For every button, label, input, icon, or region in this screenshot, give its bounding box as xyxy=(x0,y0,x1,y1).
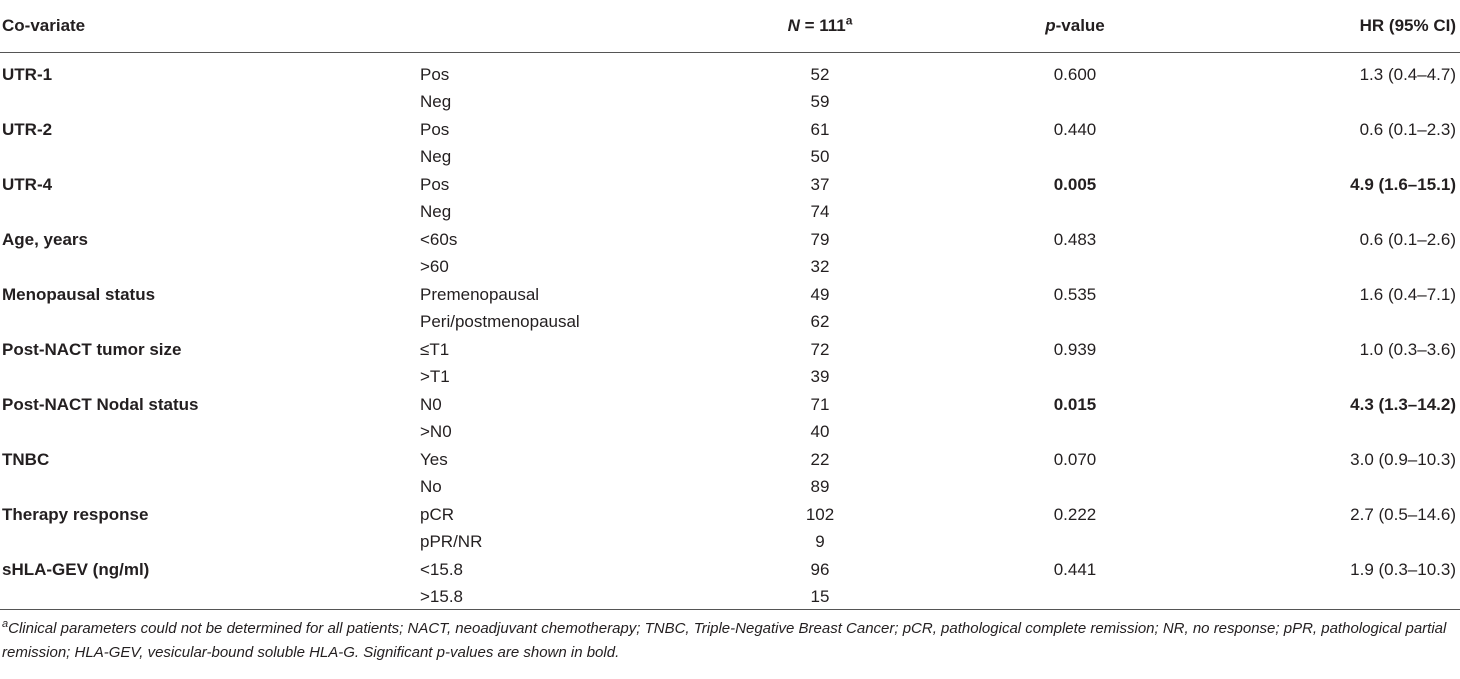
level-cell: >60 xyxy=(420,257,449,277)
hr-cell xyxy=(1190,199,1460,227)
header-row xyxy=(0,0,1460,53)
n-cell: 62 xyxy=(810,312,830,332)
n-cell: 102 xyxy=(805,504,835,524)
covariate-cell xyxy=(0,419,420,447)
hr-cell: 2.7 (0.5–14.6) xyxy=(1350,504,1456,524)
table-row xyxy=(0,53,1460,89)
header-covariate: Co-variate xyxy=(0,0,420,53)
n-cell: 89 xyxy=(810,477,830,497)
p-value-cell: 0.070 xyxy=(1053,449,1097,469)
covariate-cell: UTR-2 xyxy=(2,119,53,139)
table-row xyxy=(0,446,1460,474)
header-hr: HR (95% CI) xyxy=(1190,0,1460,53)
n-cell: 96 xyxy=(810,559,830,579)
hr-cell xyxy=(1190,89,1460,117)
level-cell: Yes xyxy=(420,449,448,469)
hr-cell xyxy=(1190,529,1460,557)
hr-cell xyxy=(1190,419,1460,447)
header-n-value: = 111 xyxy=(799,16,846,35)
hr-cell xyxy=(1190,474,1460,502)
n-cell: 39 xyxy=(810,367,830,387)
level-cell: >15.8 xyxy=(420,587,464,607)
n-cell: 49 xyxy=(810,284,830,304)
hr-cell: 1.0 (0.3–3.6) xyxy=(1359,339,1456,359)
table-row xyxy=(0,281,1460,309)
n-cell: 71 xyxy=(810,394,830,414)
header-n-footnote-mark: a xyxy=(845,13,853,28)
covariate-cell xyxy=(0,474,420,502)
hr-cell: 4.3 (1.3–14.2) xyxy=(1350,394,1456,414)
covariate-cell: Post-NACT Nodal status xyxy=(2,394,199,414)
hr-cell xyxy=(1190,309,1460,337)
level-cell: Pos xyxy=(420,64,450,84)
table-row xyxy=(0,309,1460,337)
level-cell: Peri/postmenopausal xyxy=(420,312,580,332)
table-row xyxy=(0,89,1460,117)
table-row xyxy=(0,501,1460,529)
n-cell: 59 xyxy=(810,92,830,112)
covariate-cell: Menopausal status xyxy=(2,284,156,304)
table-row xyxy=(0,116,1460,144)
covariate-cell: UTR-1 xyxy=(2,64,53,84)
level-cell: Premenopausal xyxy=(420,284,540,304)
level-cell: <15.8 xyxy=(420,559,464,579)
p-value-cell xyxy=(960,199,1190,227)
covariate-cell: Therapy response xyxy=(2,504,149,524)
footnote-mark: a xyxy=(2,618,9,630)
hr-cell: 1.6 (0.4–7.1) xyxy=(1359,284,1456,304)
table-row xyxy=(0,144,1460,172)
header-p-suffix: -value xyxy=(1055,16,1105,35)
p-value-cell: 0.600 xyxy=(1053,64,1097,84)
covariate-cell: UTR-4 xyxy=(2,174,53,194)
hr-cell xyxy=(1190,364,1460,392)
covariate-cell xyxy=(0,89,420,117)
hr-cell: 1.9 (0.3–10.3) xyxy=(1350,559,1456,579)
n-cell: 22 xyxy=(810,449,830,469)
p-value-cell xyxy=(960,364,1190,392)
p-value-cell xyxy=(960,254,1190,282)
n-cell: 74 xyxy=(810,202,830,222)
table-row xyxy=(0,336,1460,364)
level-cell: pCR xyxy=(420,504,455,524)
table-header xyxy=(0,0,1460,53)
header-level xyxy=(420,0,680,53)
covariate-cell: Post-NACT tumor size xyxy=(2,339,182,359)
covariate-cell xyxy=(0,309,420,337)
hr-cell xyxy=(1190,144,1460,172)
hr-cell xyxy=(1190,584,1460,612)
p-value-cell xyxy=(960,144,1190,172)
p-value-cell: 0.441 xyxy=(1053,559,1097,579)
table-row xyxy=(0,419,1460,447)
table-row xyxy=(0,474,1460,502)
table-row xyxy=(0,254,1460,282)
header-n xyxy=(680,0,960,53)
level-cell: pPR/NR xyxy=(420,532,483,552)
table-row xyxy=(0,391,1460,419)
covariate-cell xyxy=(0,364,420,392)
covariate-cell xyxy=(0,584,420,612)
hr-cell: 4.9 (1.6–15.1) xyxy=(1350,174,1456,194)
header-p-value xyxy=(960,0,1190,53)
table-row xyxy=(0,364,1460,392)
table-footnote xyxy=(2,617,1452,665)
covariate-cell: TNBC xyxy=(2,449,50,469)
table-row xyxy=(0,171,1460,199)
level-cell: N0 xyxy=(420,394,442,414)
hr-cell: 3.0 (0.9–10.3) xyxy=(1350,449,1456,469)
level-cell: Neg xyxy=(420,202,452,222)
p-value-cell xyxy=(960,529,1190,557)
level-cell: Pos xyxy=(420,119,450,139)
hr-cell: 0.6 (0.1–2.3) xyxy=(1359,119,1456,139)
p-value-cell xyxy=(960,309,1190,337)
hr-cell xyxy=(1190,254,1460,282)
p-value-cell: 0.440 xyxy=(1053,119,1097,139)
p-value-cell xyxy=(960,474,1190,502)
covariate-cell: sHLA-GEV (ng/ml) xyxy=(2,559,150,579)
n-cell: 79 xyxy=(810,229,830,249)
level-cell: >T1 xyxy=(420,367,450,387)
p-value-cell xyxy=(960,584,1190,612)
table-row xyxy=(0,529,1460,557)
table-row xyxy=(0,226,1460,254)
level-cell: Neg xyxy=(420,92,452,112)
covariate-cell xyxy=(0,529,420,557)
covariate-cell xyxy=(0,199,420,227)
level-cell: >N0 xyxy=(420,422,452,442)
n-cell: 32 xyxy=(810,257,830,277)
level-cell: No xyxy=(420,477,442,497)
n-cell: 52 xyxy=(810,64,830,84)
n-cell: 40 xyxy=(810,422,830,442)
p-value-cell: 0.015 xyxy=(1053,394,1097,414)
table-row xyxy=(0,199,1460,227)
level-cell: Pos xyxy=(420,174,450,194)
level-cell: <60s xyxy=(420,229,458,249)
p-value-cell xyxy=(960,419,1190,447)
footnote-text: Clinical parameters could not be determined for all patients; NACT, neoadjuvant chemotherapy; TNBC, Triple-Negative Breast Cancer; pCR, pathological complete remission; NR, no response; pPR, pathological partial remission; HLA-GEV, vesicular-bound soluble HLA-G. Significant p-values are shown in bold. xyxy=(2,620,1447,661)
header-p-symbol: p xyxy=(1045,16,1056,35)
level-cell: Neg xyxy=(420,147,452,167)
table-row xyxy=(0,556,1460,584)
p-value-cell: 0.939 xyxy=(1053,339,1097,359)
p-value-cell xyxy=(960,89,1190,117)
covariate-cell xyxy=(0,144,420,172)
n-cell: 9 xyxy=(815,532,825,552)
table-bottom-rule xyxy=(0,609,1460,610)
header-n-symbol: N xyxy=(787,16,800,35)
hr-cell: 0.6 (0.1–2.6) xyxy=(1359,229,1456,249)
n-cell: 72 xyxy=(810,339,830,359)
n-cell: 50 xyxy=(810,147,830,167)
covariate-cell xyxy=(0,254,420,282)
table-body xyxy=(0,53,1460,612)
table-row xyxy=(0,584,1460,612)
n-cell: 15 xyxy=(810,587,830,607)
p-value-cell: 0.483 xyxy=(1053,229,1097,249)
hr-cell: 1.3 (0.4–4.7) xyxy=(1359,64,1456,84)
n-cell: 61 xyxy=(810,119,830,139)
p-value-cell: 0.535 xyxy=(1053,284,1097,304)
p-value-cell: 0.005 xyxy=(1053,174,1097,194)
level-cell: ≤T1 xyxy=(420,339,450,359)
covariate-cell: Age, years xyxy=(2,229,88,249)
p-value-cell: 0.222 xyxy=(1053,504,1097,524)
n-cell: 37 xyxy=(810,174,830,194)
